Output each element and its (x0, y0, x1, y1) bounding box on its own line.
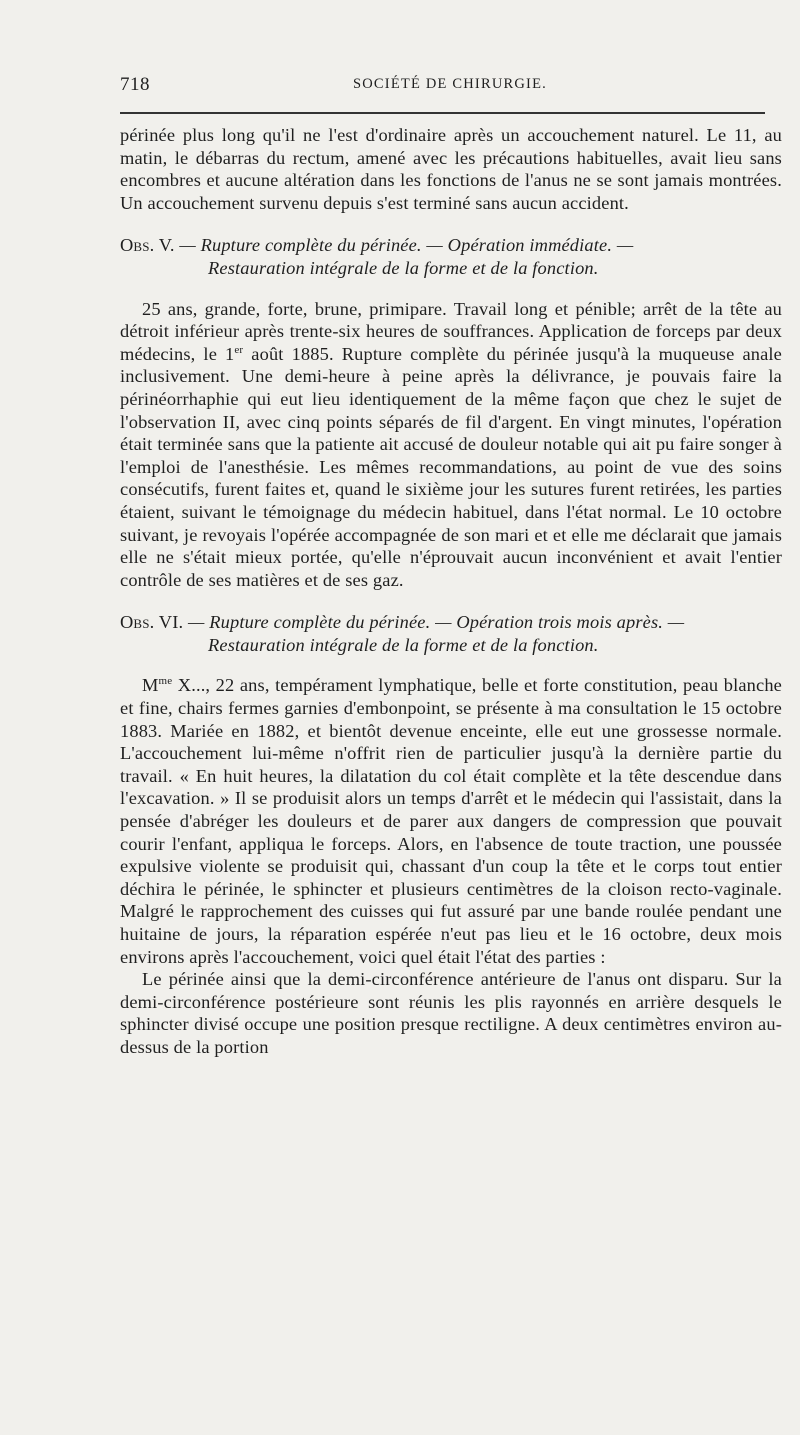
obs-6-heading (120, 611, 782, 656)
obs-6-label: Obs. VI. (120, 612, 184, 633)
obs-5-paragraph (120, 298, 782, 592)
obs-5-text-b: août 1885. Rupture complète du périnée jusqu'à la muqueuse anale inclusivement. Une demi-heure à peine après la délivrance, je pouvais faire la périnéorrhaphie qui eut lieu identiquement de la même façon que chez le sujet de l'observation II, avec cinq points séparés de fil d'argent. En vingt minutes, l'opération était terminée sans que la patiente ait accusé de douleur notable qui ait pu faire songer à l'emploi de l'anesthésie. Les mêmes recommandations, au point de vue des soins consécutifs, furent faites et, quand le sixième jour les sutures furent retirées, les parties étaient, suivant le témoignage du médecin habituel, dans l'état normal. Le 10 octobre suivant, je revoyais l'opérée accompagnée de son mari et et elle me déclarait que jamais elle ne s'était mieux portée, qu'elle n'éprouvait aucun inconvénient et avait l'entier contrôle de ses matières et de ses gaz. (120, 343, 782, 590)
obs-5-title-line2: Restauration intégrale de la forme et de la fonction. (208, 257, 599, 278)
obs-6-text: X..., 22 ans, tempérament lymphatique, belle et forte constitution, peau blanche et fine, chairs fermes garnies d'embonpoint, se présente à ma consultation le 15 octobre 1883. Mariée en 1882, et bientôt devenue enceinte, elle eut une grossesse normale. L'accouchement lui-même n'offrit rien de particulier jusqu'à la dernière partie du travail. « En huit heures, la dilatation du col était complète et la tête descendue dans l'excavation. » Il se produisit alors un temps d'arrêt et le médecin qui l'assistait, dans la pensée d'abréger les douleurs et de parer aux dangers de compression que pouvait courir l'enfant, appliqua le forceps. Alors, en l'absence de toute traction, une poussée expulsive violente se produisit qui, chassant d'un coup la tête et le corps tout entier déchira le périnée, le sphincter et plusieurs centimètres de la cloison recto-vaginale. Malgré le rapprochement des cuisses qui fut assuré par une bande roulée pendant une huitaine de jours, la réparation espérée n'eut pas lieu et le 16 octobre, deux mois environs après l'accouchement, voici quel était l'état des parties : (120, 675, 782, 967)
header-rule (120, 112, 765, 114)
obs-6-title-prefix: M (142, 675, 159, 696)
running-title: SOCIÉTÉ DE CHIRURGIE. (353, 76, 547, 92)
obs-6-title-line1: — Rupture complète du périnée. — Opération trois mois après. — (188, 612, 685, 633)
obs-6-paragraph-2: Le périnée ainsi que la demi-circonférence antérieure de l'anus ont disparu. Sur la demi-circonférence postérieure sont réunis les plis rayonnés en arrière desquels le sphincter divisé occupe une position presque rectiligne. A deux centimètres environ au-dessus de la portion (120, 969, 782, 1057)
obs-6-title-line2: Restauration intégrale de la forme et de la fonction. (208, 634, 599, 655)
obs-5-heading (120, 234, 782, 279)
obs-5-title-line1: — Rupture complète du périnée. — Opération immédiate. — (179, 235, 634, 256)
body-text (120, 124, 782, 1059)
obs-5-superscript: er (234, 343, 244, 356)
page-header (120, 74, 780, 98)
obs-5-text-a: 25 ans, grande, forte, brune, primipare. Travail long et pénible; arrêt de la tête au détroit inférieur après trente-six heures de souffrances. Application de forceps par deux médecins, le 1 (120, 298, 782, 364)
obs-5-label: Obs. V. (120, 235, 175, 256)
obs-6-paragraph-1 (120, 674, 782, 968)
obs-6-superscript: me (158, 675, 173, 688)
intro-paragraph: périnée plus long qu'il ne l'est d'ordinaire après un accouchement naturel. Le 11, au matin, le débarras du rectum, amené avec les précautions habituelles, avait lieu sans encombres et aucune altération dans les fonctions de l'anus ne se sont jamais montrées. Un accouchement survenu depuis s'est terminé sans aucun accident. (120, 125, 782, 213)
page-number: 718 (120, 74, 150, 95)
